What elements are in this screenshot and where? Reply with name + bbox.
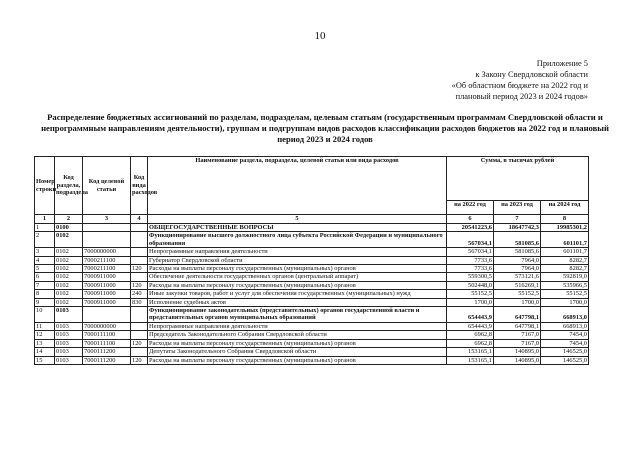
row-number-cell: 13 (35, 339, 55, 347)
budget-table (34, 156, 589, 365)
expense-code-cell: 120 (131, 281, 148, 289)
amount-2022-cell: 6962,8 (447, 339, 494, 347)
amount-2023-cell: 7167,0 (494, 331, 541, 339)
table-row (35, 298, 589, 306)
target-code-cell (83, 307, 131, 323)
name-cell: Расходы на выплаты персоналу государственных (муниципальных) органов (148, 339, 447, 347)
amount-2022-cell: 654443,9 (447, 322, 494, 330)
amount-2023-cell: 573121,6 (494, 273, 541, 281)
row-number-cell: 5 (35, 265, 55, 273)
amount-2024-cell: 55152,5 (541, 290, 589, 298)
target-code-cell: 7000211100 (83, 265, 131, 273)
section-code-cell: 0103 (55, 339, 83, 347)
row-number-cell: 3 (35, 248, 55, 256)
section-code-cell: 0103 (55, 322, 83, 330)
column-number: 7 (494, 215, 541, 224)
row-number-cell: 7 (35, 281, 55, 289)
target-code-cell: 7000911000 (83, 281, 131, 289)
amount-2024-cell: 19985301,2 (541, 224, 589, 232)
section-code-cell: 0102 (55, 281, 83, 289)
column-number: 8 (541, 215, 589, 224)
name-cell: Непрограммные направления деятельности (148, 322, 447, 330)
target-code-cell: 7000911000 (83, 298, 131, 306)
amount-2022-cell: 6962,8 (447, 331, 494, 339)
target-code-cell: 7000211100 (83, 256, 131, 264)
amount-2022-cell: 7733,6 (447, 256, 494, 264)
name-cell: Расходы на выплаты персоналу государственных (муниципальных) органов (148, 265, 447, 273)
amount-2024-cell: 592819,0 (541, 273, 589, 281)
table-row (35, 273, 589, 281)
appendix-line-3: «Об областном бюджете на 2022 год и (451, 81, 588, 90)
target-code-cell: 7000111200 (83, 348, 131, 356)
expense-code-cell (131, 232, 148, 248)
name-cell: Депутаты Законодательного Собрания Свердловской области (148, 348, 447, 356)
amount-2022-cell: 7733,6 (447, 265, 494, 273)
table-row (35, 248, 589, 256)
amount-2023-cell: 140895,0 (494, 348, 541, 356)
row-number-cell: 10 (35, 307, 55, 323)
amount-2024-cell: 668913,0 (541, 307, 589, 323)
header-target-code: Код целевой статьи (83, 157, 131, 215)
column-number-row (35, 215, 589, 224)
appendix-line-4: плановый период 2023 и 2024 годов» (455, 92, 588, 101)
section-code-cell: 0103 (55, 348, 83, 356)
column-number: 5 (148, 215, 447, 224)
amount-2024-cell: 146525,0 (541, 356, 589, 364)
table-row (35, 348, 589, 356)
column-number: 4 (131, 215, 148, 224)
amount-2024-cell: 668913,0 (541, 322, 589, 330)
amount-2022-cell: 20541223,6 (447, 224, 494, 232)
header-year-2022: на 2022 год (447, 201, 494, 215)
table-row (35, 331, 589, 339)
amount-2023-cell: 581085,6 (494, 248, 541, 256)
amount-2023-cell: 140895,0 (494, 356, 541, 364)
amount-2023-cell: 1700,0 (494, 298, 541, 306)
column-number: 2 (55, 215, 83, 224)
amount-2023-cell: 647798,1 (494, 322, 541, 330)
table-row (35, 307, 589, 323)
amount-2023-cell: 55152,5 (494, 290, 541, 298)
section-code-cell: 0102 (55, 273, 83, 281)
section-code-cell: 0102 (55, 256, 83, 264)
amount-2022-cell: 153165,1 (447, 356, 494, 364)
name-cell: Губернатор Свердловской области (148, 256, 447, 264)
amount-2024-cell: 146525,0 (541, 348, 589, 356)
amount-2024-cell: 7454,0 (541, 339, 589, 347)
row-number-cell: 4 (35, 256, 55, 264)
target-code-cell (83, 232, 131, 248)
appendix-line-2: к Закону Свердловской области (475, 70, 588, 79)
row-number-cell: 6 (35, 273, 55, 281)
table-row (35, 322, 589, 330)
table-row (35, 356, 589, 364)
amount-2022-cell: 567034,1 (447, 248, 494, 256)
amount-2023-cell: 516269,1 (494, 281, 541, 289)
expense-code-cell (131, 248, 148, 256)
table-row (35, 256, 589, 264)
amount-2022-cell: 55152,5 (447, 290, 494, 298)
header-sum: Сумма, в тысячах рублей (447, 157, 589, 201)
appendix-block (452, 58, 588, 102)
row-number-cell: 9 (35, 298, 55, 306)
header-year-2024: на 2024 год (541, 201, 589, 215)
amount-2023-cell: 581085,6 (494, 232, 541, 248)
section-code-cell: 0102 (55, 290, 83, 298)
amount-2023-cell: 647798,1 (494, 307, 541, 323)
amount-2024-cell: 1700,0 (541, 298, 589, 306)
section-code-cell: 0103 (55, 331, 83, 339)
amount-2022-cell: 567034,1 (447, 232, 494, 248)
amount-2024-cell: 535966,5 (541, 281, 589, 289)
amount-2023-cell: 7964,0 (494, 265, 541, 273)
table-row (35, 290, 589, 298)
expense-code-cell: 240 (131, 290, 148, 298)
table-row (35, 224, 589, 232)
table-row (35, 265, 589, 273)
row-number-cell: 14 (35, 348, 55, 356)
section-code-cell: 0102 (55, 248, 83, 256)
expense-code-cell (131, 348, 148, 356)
appendix-line-1: Приложение 5 (536, 59, 588, 68)
target-code-cell: 7000111200 (83, 356, 131, 364)
expense-code-cell: 120 (131, 339, 148, 347)
expense-code-cell: 120 (131, 265, 148, 273)
amount-2022-cell: 1700,0 (447, 298, 494, 306)
name-cell: Иные закупки товаров, работ и услуг для обеспечения государственных (муниципальных) нужд (148, 290, 447, 298)
amount-2024-cell: 8282,7 (541, 256, 589, 264)
expense-code-cell: 120 (131, 356, 148, 364)
target-code-cell (83, 224, 131, 232)
document-title: Распределение бюджетных ассигнований по разделам, подразделам, целевым статьям (государственным программам Свердловской области и непрограммным направлениям деятельности), группам и подгруппам видов расходов классификации расходов бюджетов на 2022 год и плановый период 2023 и 2024 годов (41, 112, 609, 144)
name-cell: Функционирование законодательных (представительных) органов государственной власти и представительных органов муниципальных образований (148, 307, 447, 323)
amount-2024-cell: 8282,7 (541, 265, 589, 273)
table-row (35, 232, 589, 248)
row-number-cell: 8 (35, 290, 55, 298)
section-code-cell: 0102 (55, 265, 83, 273)
amount-2022-cell: 559300,5 (447, 273, 494, 281)
amount-2024-cell: 601101,7 (541, 232, 589, 248)
name-cell: Расходы на выплаты персоналу государственных (муниципальных) органов (148, 281, 447, 289)
name-cell: Председатель Законодательного Собрания Свердловской области (148, 331, 447, 339)
expense-code-cell (131, 256, 148, 264)
header-expense-code: Код вида расходов (131, 157, 148, 215)
name-cell: ОБЩЕГОСУДАРСТВЕННЫЕ ВОПРОСЫ (148, 224, 447, 232)
section-code-cell: 0103 (55, 307, 83, 323)
row-number-cell: 1 (35, 224, 55, 232)
column-number: 6 (447, 215, 494, 224)
page-number: 10 (314, 30, 326, 42)
name-cell: Функционирование высшего должностного лица субъекта Российской Федерации и муниципального образования (148, 232, 447, 248)
header-year-2023: на 2023 год (494, 201, 541, 215)
name-cell: Расходы на выплаты персоналу государственных (муниципальных) органов (148, 356, 447, 364)
expense-code-cell: 830 (131, 298, 148, 306)
expense-code-cell (131, 322, 148, 330)
target-code-cell: 7000000000 (83, 248, 131, 256)
row-number-cell: 15 (35, 356, 55, 364)
target-code-cell: 7000000000 (83, 322, 131, 330)
target-code-cell: 7000111100 (83, 339, 131, 347)
row-number-cell: 11 (35, 322, 55, 330)
expense-code-cell (131, 331, 148, 339)
row-number-cell: 2 (35, 232, 55, 248)
amount-2024-cell: 7454,0 (541, 331, 589, 339)
expense-code-cell (131, 224, 148, 232)
name-cell: Обеспечение деятельности государственных органов (центральный аппарат) (148, 273, 447, 281)
header-row-number: Номер строки (35, 157, 55, 215)
amount-2024-cell: 601101,7 (541, 248, 589, 256)
amount-2023-cell: 7964,0 (494, 256, 541, 264)
section-code-cell: 0103 (55, 356, 83, 364)
target-code-cell: 7000111100 (83, 331, 131, 339)
table-row (35, 339, 589, 347)
amount-2022-cell: 654443,9 (447, 307, 494, 323)
amount-2022-cell: 153165,1 (447, 348, 494, 356)
section-code-cell: 0100 (55, 224, 83, 232)
target-code-cell: 7000911000 (83, 290, 131, 298)
expense-code-cell (131, 273, 148, 281)
name-cell: Исполнение судебных актов (148, 298, 447, 306)
header-name: Наименование раздела, подраздела, целевой статьи или вида расходов (148, 157, 447, 215)
amount-2023-cell: 18647742,3 (494, 224, 541, 232)
section-code-cell: 0102 (55, 232, 83, 248)
name-cell: Непрограммные направления деятельности (148, 248, 447, 256)
target-code-cell: 7000911000 (83, 273, 131, 281)
column-number: 3 (83, 215, 131, 224)
column-number: 1 (35, 215, 55, 224)
section-code-cell: 0102 (55, 298, 83, 306)
expense-code-cell (131, 307, 148, 323)
table-row (35, 281, 589, 289)
row-number-cell: 12 (35, 331, 55, 339)
header-section-code: Код раздела, подраздела (55, 157, 83, 215)
amount-2022-cell: 502448,0 (447, 281, 494, 289)
amount-2023-cell: 7167,0 (494, 339, 541, 347)
